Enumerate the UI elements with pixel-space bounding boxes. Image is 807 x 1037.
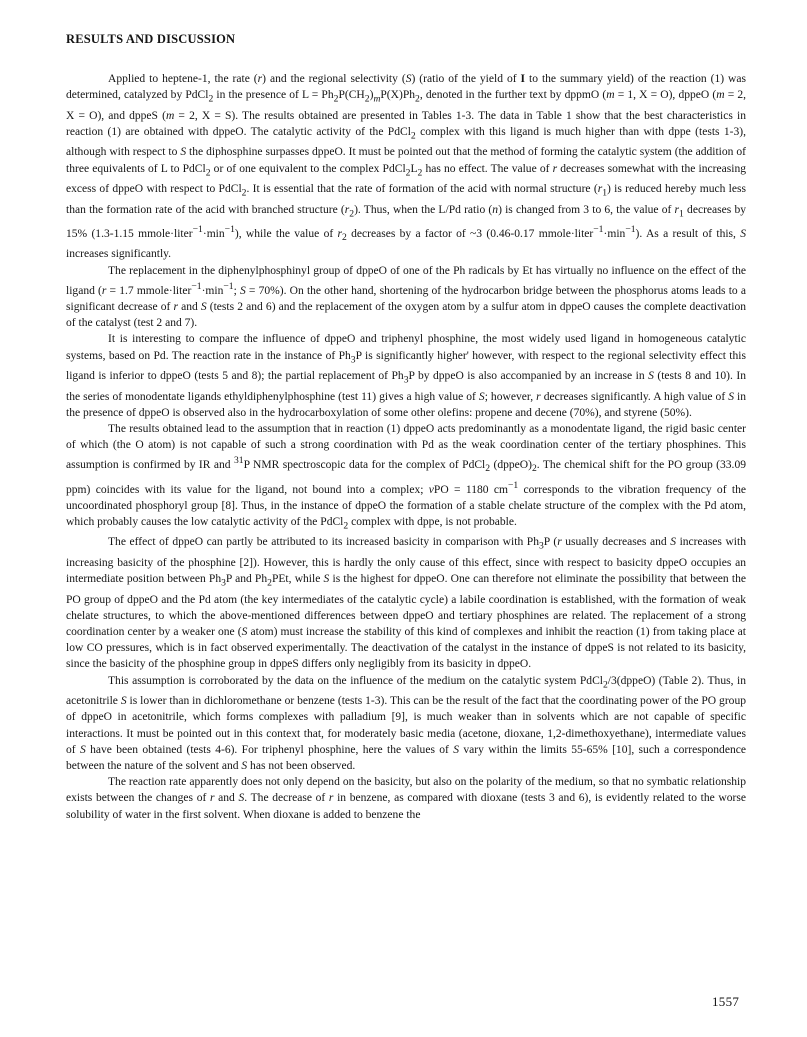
paragraph: The effect of dppeO can partly be attributed to its increased basicity in comparison with $Ph_3P$ (r usually decreases and S increases with increasing basicity of the phosphine [2]). However, this is hardly the only cause of this effect, since with respect to basicity dppeO occupies an intermediate position between $Ph_3P$ and $Ph_2PEt$, while S is the highest for dppeO. One can therefore not eliminate the possibility that between the PO group of dppeO and the Pd atom (the key intermediates of the catalytic cycle) a labile coordination is established, with the formation of weak chelate structures, to which the above-mentioned differences between dppeO and tertiary phosphines are related. The replacement of a strong coordination center by a weaker one (S atom) must increase the stability of this kind of complexes and inhibit the reaction (1) from taking place at low CO pressures, which is in fact observed experimentally. The deactivation of the catalyst in the instance of dppeS is not related to its basicity, since the basicity of the phosphine group in dppeS differs only negligibly from its basicity in dppeO. — [66, 536, 747, 671]
paragraph: It is interesting to compare the influence of dppeO and triphenyl phosphine, the most widely used ligand in homogeneous catalytic systems, based on Pd. The reaction rate in the instance of $Ph_3P$ is significantly higher' however, with respect to the regional selectivity effect this ligand is inferior to dppeO (tests 5 and 8); the partial replacement of $Ph_3P$ by dppeO is also accompanied by an increase in S (tests 8 and 10). In the series of monodentate ligands ethyldiphenylphosphine (test 11) gives a high value of S; however, r decreases significantly. A high value of S in the presence of dppeO is observed also in the hydrocarboxylation of some other olefins: propene and decene (70%), and styrene (50%). — [66, 333, 746, 419]
paragraph: The replacement in the diphenylphosphinyl group of dppeO of one of the Ph radicals by Et has virtually no influence on the effect of the ligand (r = 1.7 $mmole\cdot liter^{-1}\cdot\min^{-1}$; S = 70%). On the other hand, shortening of the hydrocarbon bridge between the phosphorus atoms leads to a significant decrease of r and S (tests 2 and 6) and the replacement of the oxygen atom by a sulfur atom in dppeO causes the complete deactivation of the catalyst (test 2 and 7). — [66, 264, 746, 330]
body-text — [66, 71, 746, 823]
section-heading: RESULTS AND DISCUSSION — [66, 32, 236, 46]
paragraph: Applied to heptene-1, the rate (r) and the regional selectivity (S) (ratio of the yield of I to the summary yield) of the reaction (1) was determined, catalyzed by PdCl$_2$ in the presence of $L = Ph_2P(CH_2)_mP(X)Ph_2$, denoted in the further text by dppmO (m = 1, X = O), dppeO (m = 2, X = O), and dppeS (m = 2, X = S). The results obtained are presented in Tables 1-3. The data in Table 1 show that the best characteristics in reaction (1) are obtained with dppeO. The catalytic activity of the PdCl$_2$ complex with this ligand is much higher than with dppe (tests 1-3), although with respect to S the diphosphine surpasses dppeO. It must be pointed out that the method of forming the catalytic system (the addition of three equivalents of L to PdCl$_2$ or of one equivalent to the complex $PdCl_2L_2$ has no effect. The value of r decreases somewhat with the increasing excess of dppeO with respect to PdCl$_2$. It is essential that the rate of formation of the acid with normal structure $(r_1)$ is reduced hereby much less than the formation rate of the acid with branched structure $(r_2)$. Thus, when the L/Pd ratio (n) is changed from 3 to 6, the value of $r_1$ decreases by 15% (1.3-1.15 $mmole\cdot liter^{-1}\cdot\min^{-1}$), while the value of $r_2$ decreases by a factor of ~3 (0.46-0.17 $mmole\cdot liter^{-1}\cdot\min^{-1}$). As a result of this, S increases significantly. — [66, 73, 747, 261]
page-number: 1557 — [712, 994, 740, 1009]
paragraph: The reaction rate apparently does not only depend on the basicity, but also on the polarity of the medium, so that no symbatic relationship exists between the changes of r and S. The decrease of r in benzene, as compared with dioxane (tests 3 and 6), is evidently related to the worse solubility of water in the first solvent. When dioxane is added to benzene the — [66, 776, 746, 821]
paragraph: The results obtained lead to the assumption that in reaction (1) dppeO acts predominantly as a monodentate ligand, the rigid basic center of which (the O atom) is not capable of such a strong coordination with Pd as the weak coordination center of the tertiary phosphines. This assumption is confirmed by IR and $^{31}$P NMR spectroscopic data for the complex of PdCl$_2$ $(dppeO)_2$. The chemical shift for the PO group (33.09 ppm) coincides with its value for the ligand, not bound into a complex; νPO = 1180 $cm^{-1}$ corresponds to the vibration frequency of the uncoordinated phosphoryl group [8]. Thus, in the instance of dppeO the formation of a stable chelate structure of the complex with the Pd atom, which probably causes the low catalytic activity of the PdCl$_2$ complex with dppe, is not probable. — [66, 422, 746, 532]
paragraph: This assumption is corroborated by the data on the influence of the medium on the catalytic system PdCl$_2$/3(dppeO) (Table 2). Thus, in acetonitrile S is lower than in dichloromethane or benzene (tests 1-3). This can be the result of the fact that the coordinating power of the PO group of dppeO in acetonitrile, which forms complexes with palladium [9], is much weaker than in solvents which are not capable of specific interactions. It must be pointed out in this context that, for moderately basic media (acetone, dioxane, 1,2-dimethoxyethane), intermediate values of S have been obtained (tests 4-6). For triphenyl phosphine, here the values of S vary within the limits 55-65% [10], such a correspondence between the nature of the solvent and S has not been observed. — [66, 674, 746, 772]
